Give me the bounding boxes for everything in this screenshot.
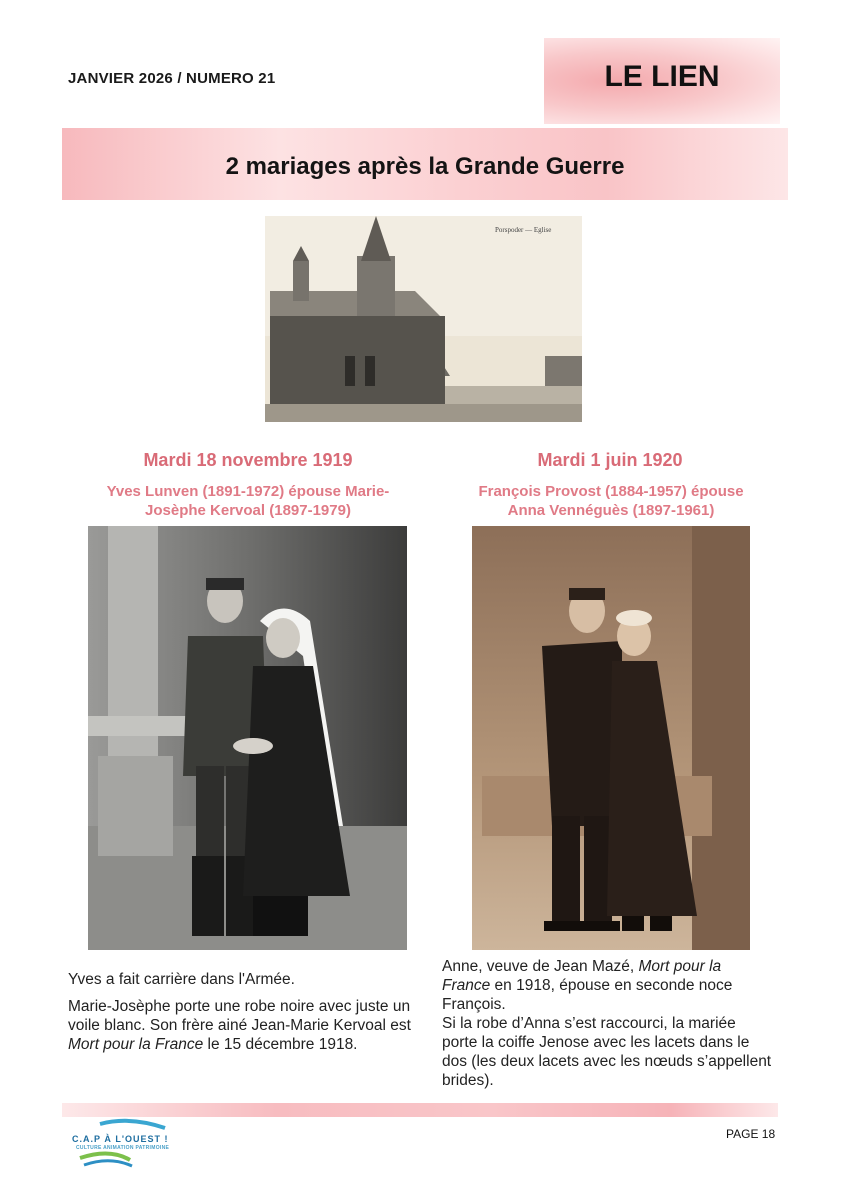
left-text-p1: Yves a fait carrière dans l'Armée.	[68, 971, 295, 988]
left-text-p2	[68, 997, 428, 1054]
issue-label: JANVIER 2026 / NUMERO 21	[68, 70, 276, 87]
page-number: PAGE 18	[726, 1127, 776, 1141]
article-title: 2 mariages après la Grande Guerre	[225, 153, 625, 180]
left-names-line1: Yves Lunven (1891-1972) épouse Marie-	[106, 483, 390, 500]
right-names-line2: Anna Vennéguès (1897-1961)	[507, 502, 715, 519]
right-text-p1-b: en 1918, épouse en seconde noce François.	[442, 977, 733, 1013]
left-names-line2: Josèphe Kervoal (1897-1979)	[145, 502, 351, 519]
left-date: Mardi 18 novembre 1919	[143, 450, 353, 470]
logo-tagline: CULTURE ANIMATION PATRIMOINE	[76, 1145, 170, 1151]
left-text	[68, 970, 428, 1062]
right-text-p1	[442, 957, 772, 1014]
right-text-p1-italic: Mort pour la France	[442, 958, 722, 994]
brand-box	[544, 38, 780, 124]
right-text-p1-a: Anne, veuve de Jean Mazé,	[442, 958, 639, 975]
church-caption: Porspoder — Eglise	[495, 226, 552, 234]
left-text-p2-b: le 15 décembre 1918.	[203, 1036, 358, 1053]
wedding-photo-1920	[472, 526, 750, 950]
right-text	[442, 957, 772, 1090]
cap-a-louest-logo	[70, 1118, 180, 1170]
footer-band	[62, 1103, 778, 1117]
logo-name: C.A.P À L'OUEST !	[72, 1134, 169, 1144]
left-text-p2-a: Marie-Josèphe porte une robe noire avec juste un voile blanc. Son frère ainé Jean-Marie Kervoal est	[68, 998, 411, 1034]
right-text-p2: Si la robe d’Anna s’est raccourci, la mariée porte la coiffe Jenose avec les lacets dans le dos (les deux lacets avec les nœuds s’appellent brides).	[442, 1015, 772, 1089]
church-photo	[265, 216, 582, 422]
title-band	[62, 128, 788, 200]
right-date: Mardi 1 juin 1920	[537, 450, 683, 470]
brand-title: LE LIEN	[604, 60, 720, 93]
left-text-p2-italic: Mort pour la France	[68, 1036, 204, 1053]
left-names	[80, 482, 416, 520]
right-names-line1: François Provost (1884-1957) épouse	[478, 483, 744, 500]
right-names	[440, 482, 782, 520]
wedding-photo-1919	[88, 526, 407, 950]
